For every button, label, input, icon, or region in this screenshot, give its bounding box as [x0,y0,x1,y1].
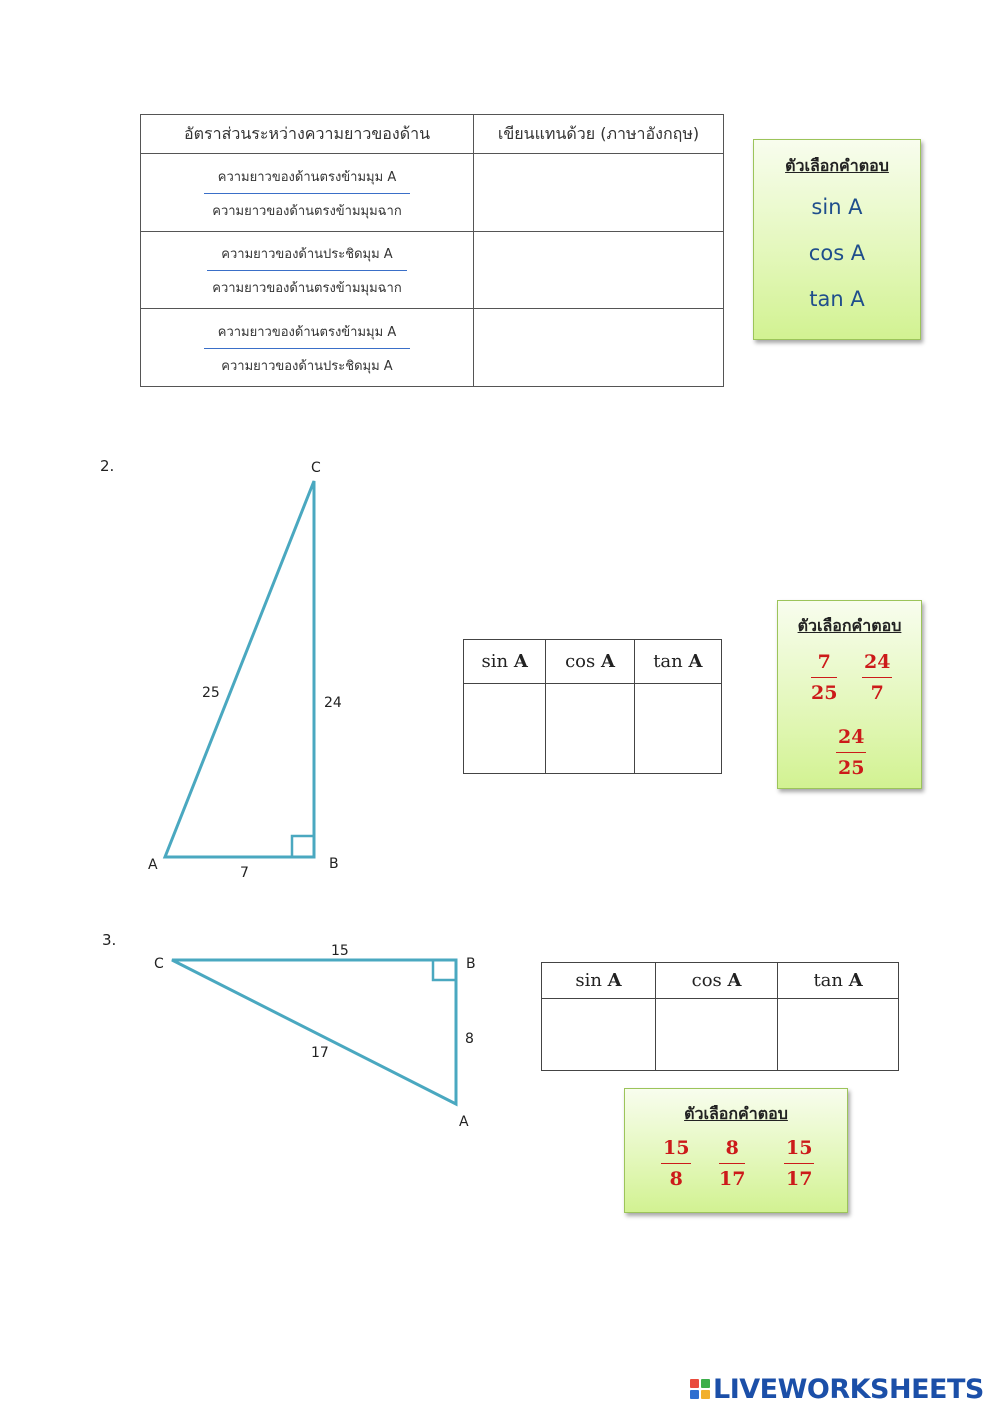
tan-answer-cell[interactable] [778,999,899,1071]
answer-cell-2[interactable] [474,231,724,309]
side-hyp-label: 25 [202,685,220,701]
ratio-header: อัตราส่วนระหว่างความยาวของด้าน [141,115,474,154]
ratio-numerator: ความยาวของด้านประชิดมุม A [207,241,406,271]
option-fraction[interactable]: 7 25 [811,651,838,704]
answer-table-q2 [463,639,722,774]
logo-block [690,1379,699,1388]
triangle-q3 [145,935,485,1135]
triangle-q3-shape [172,960,456,1104]
tan-header: tan A [778,963,899,999]
option-fraction[interactable]: 8 17 [719,1137,746,1190]
sin-header: sin A [464,640,546,684]
vertex-b-label: B [466,956,476,972]
option-fraction[interactable]: 24 7 [864,651,891,704]
options-box-3 [624,1088,848,1213]
side-base-label: 7 [240,865,249,881]
logo-blocks-icon [690,1379,710,1399]
ratio-denominator: ความยาวของด้านประชิดมุม A [221,359,393,375]
cos-answer-cell[interactable] [546,684,634,774]
ratio-table [140,114,724,387]
vertex-b-label: B [329,856,339,872]
question-2-number: 2. [100,457,115,475]
ratio-denominator: ความยาวของด้านตรงข้ามมุมฉาก [212,281,402,297]
ratio-denominator: ความยาวของด้านตรงข้ามมุมฉาก [212,203,402,219]
vertex-c-label: C [154,956,164,972]
right-angle-marker [433,960,456,980]
option-sin[interactable]: sin A [811,195,863,219]
ratio-numerator: ความยาวของด้านตรงข้ามมุม A [204,164,410,194]
ratio-numerator: ความยาวของด้านตรงข้ามมุม A [204,319,410,349]
tan-answer-cell[interactable] [634,684,721,774]
side-top-label: 15 [331,943,349,959]
vertex-a-label: A [459,1114,469,1130]
options-title: ตัวเลือกคำตอบ [684,1104,788,1123]
liveworksheets-logo[interactable] [690,1374,984,1404]
logo-block [690,1390,699,1399]
sin-answer-cell[interactable] [464,684,546,774]
ratio-row-1 [141,154,474,232]
cos-header: cos A [546,640,634,684]
side-vertical-label: 24 [324,695,342,711]
option-fraction[interactable]: 15 17 [786,1137,813,1190]
logo-block [701,1390,710,1399]
cos-header: cos A [655,963,777,999]
vertex-c-label: C [311,460,321,476]
sin-answer-cell[interactable] [542,999,656,1071]
options-title: ตัวเลือกคำตอบ [797,616,902,635]
tan-header: tan A [634,640,721,684]
cos-answer-cell[interactable] [655,999,777,1071]
options-box-1 [753,139,921,340]
option-cos[interactable]: cos A [808,241,866,265]
option-fraction[interactable]: 24 25 [838,726,865,779]
ratio-row-2 [141,231,474,309]
answer-cell-3[interactable] [474,309,724,387]
english-header: เขียนแทนด้วย (ภาษาอังกฤษ) [474,115,724,154]
triangle-q2 [140,455,360,885]
side-hyp-label: 17 [311,1045,329,1061]
triangle-q2-shape [165,481,314,857]
ratio-row-3 [141,309,474,387]
option-fraction[interactable]: 15 8 [663,1137,690,1190]
vertex-a-label: A [148,857,158,873]
sin-header: sin A [542,963,656,999]
side-vertical-label: 8 [465,1031,474,1047]
logo-text: LIVEWORKSHEETS [713,1373,984,1405]
option-tan[interactable]: tan A [809,287,865,311]
options-title: ตัวเลือกคำตอบ [785,156,889,175]
logo-block [701,1379,710,1388]
question-3-number: 3. [102,931,117,949]
options-box-2 [777,600,922,789]
answer-cell-1[interactable] [474,154,724,232]
answer-table-q3 [541,962,899,1071]
right-angle-marker [292,836,314,857]
